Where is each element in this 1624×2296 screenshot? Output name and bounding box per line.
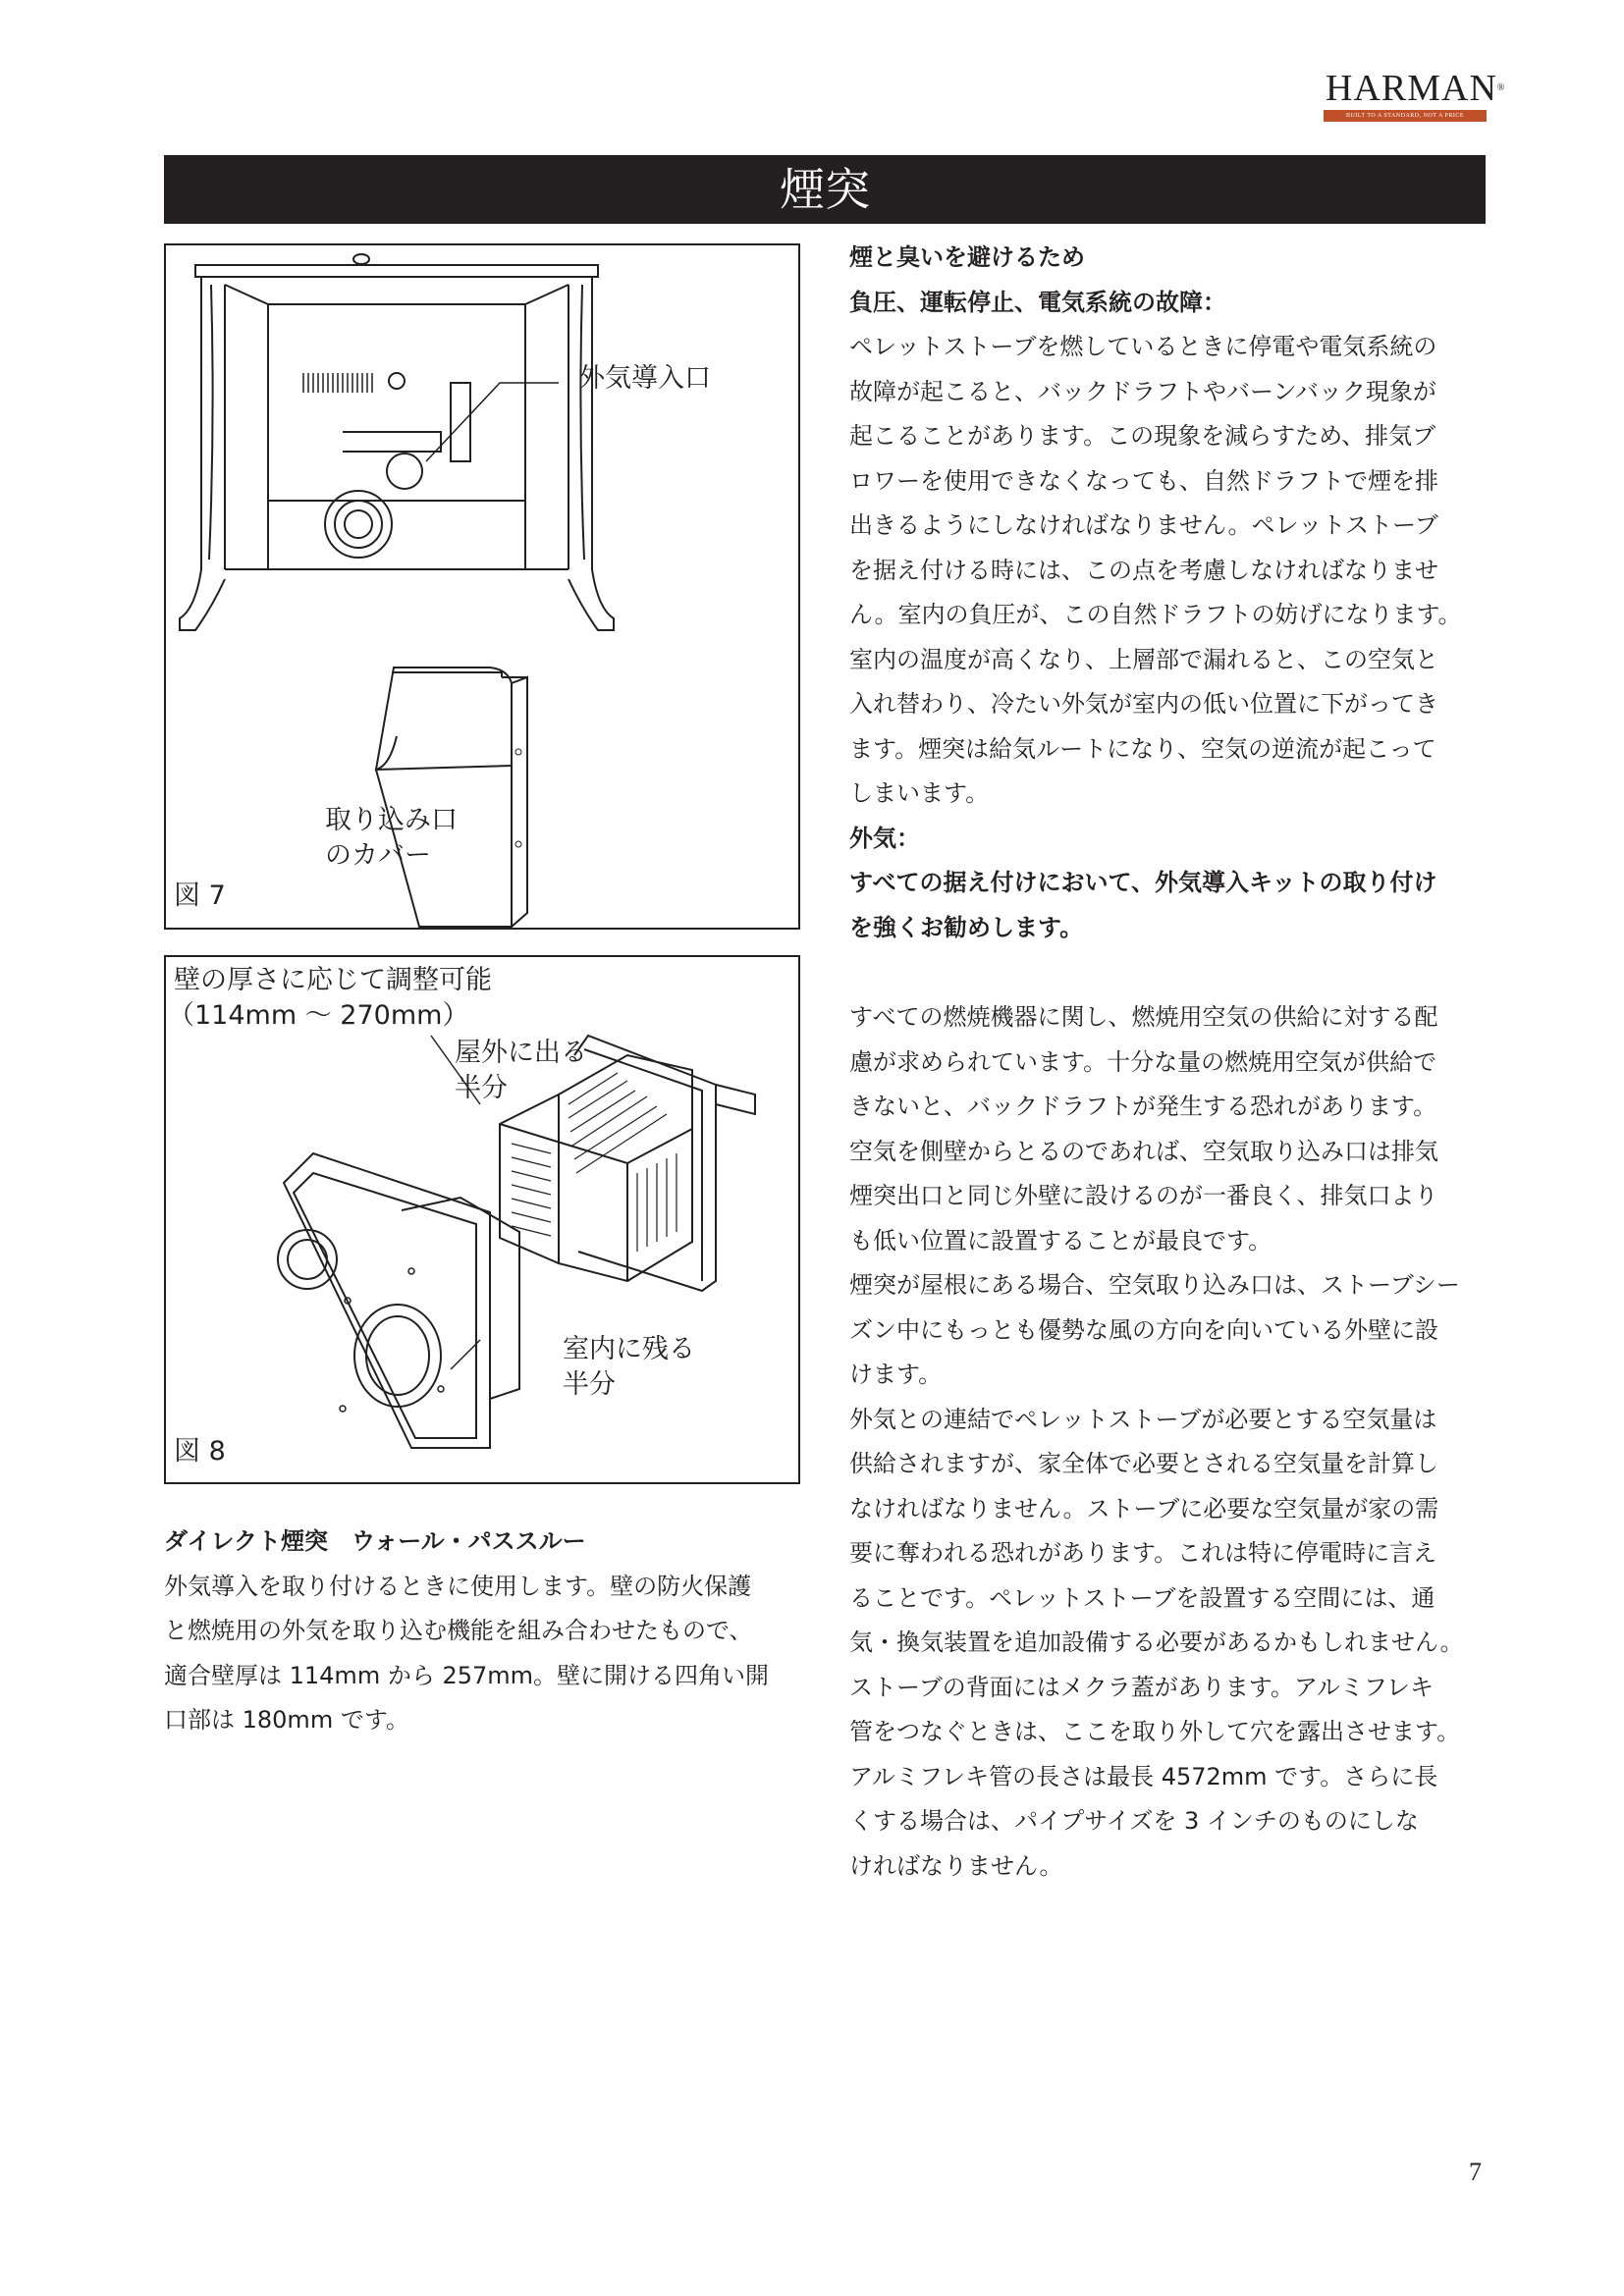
body-line: 気・換気装置を追加設備する必要があるかもしれません。 xyxy=(849,1629,1464,1656)
body-line: 煙突が屋根にある場合、空気取り込み口は、ストーブシー xyxy=(849,1271,1460,1299)
body-line: 出きるようにしなければなりません。ペレットストーブ xyxy=(849,511,1438,539)
left-column xyxy=(164,1520,802,1743)
body-line: 慮が求められています。十分な量の燃焼用空気が供給で xyxy=(849,1047,1437,1076)
body-line: 供給されますが、家全体で必要とされる空気量を計算し xyxy=(849,1450,1438,1477)
body-line: 管をつなぐときは、ここを取り外して穴を露出させます。 xyxy=(849,1718,1461,1745)
brand-name: HARMAN® xyxy=(1326,68,1506,109)
body-line: ん。室内の負圧が、この自然ドラフトの妨げになります。 xyxy=(849,601,1462,628)
body-line: しまいます。 xyxy=(849,779,990,807)
page-number: 7 xyxy=(1469,2158,1482,2186)
recommendation-line: を強くお勧めします。 xyxy=(849,913,1084,941)
body-line: 室内の温度が高くなり、上層部で漏れると、この空気と xyxy=(849,645,1438,673)
label-indoor-half-line1: 室内に残る xyxy=(563,1334,695,1364)
body-line: ることです。ペレットストーブを設置する空間には、通 xyxy=(849,1583,1435,1612)
body-line: 煙突出口と同じ外壁に設けるのが一番良く、排気口より xyxy=(849,1182,1438,1209)
body-line: ます。煙突は給気ルートになり、空気の逆流が起こって xyxy=(849,734,1436,763)
body-line: すべての燃焼機器に関し、燃焼用空気の供給に対する配 xyxy=(849,1003,1438,1031)
spacer xyxy=(849,950,1488,995)
brand-logo xyxy=(1294,68,1506,124)
body-line: 故障が起こると、バックドラフトやバーンバック現象が xyxy=(849,377,1436,405)
label-indoor-half-line2: 半分 xyxy=(563,1369,616,1400)
body-line: なければなりません。ストーブに必要な空気量が家の需 xyxy=(849,1494,1439,1522)
body-line: ロワーを使用できなくなっても、自然ドラフトで煙を排 xyxy=(849,466,1438,495)
body-line: と燃焼用の外気を取り込む機能を組み合わせたもので、 xyxy=(164,1617,753,1644)
body-line: ストーブの背面にはメクラ蓋があります。アルミフレキ xyxy=(849,1673,1434,1701)
body-line: 外気との連結でペレットストーブが必要とする空気量は xyxy=(849,1405,1437,1433)
body-line: 起こることがあります。この現象を減らすため、排気ブ xyxy=(849,422,1436,450)
body-line: 入れ替わり、冷たい外気が室内の低い位置に下がってき xyxy=(849,690,1438,718)
brand-tagline: BUILT TO A STANDARD, NOT A PRICE xyxy=(1324,110,1487,122)
body-line: けます。 xyxy=(849,1361,943,1388)
figure-7 xyxy=(164,243,800,930)
body-line: 空気を側壁からとるのであれば、空気取り込み口は排気 xyxy=(849,1137,1438,1165)
body-line: ズン中にもっとも優勢な風の方向を向いている外壁に設 xyxy=(849,1315,1438,1344)
label-outdoor-half-line1: 屋外に出る xyxy=(455,1038,587,1068)
label-thickness-range: （114mm ～ 270mm） xyxy=(168,1000,469,1031)
body-line: アルミフレキ管の長さは最長 4572mm です。さらに長 xyxy=(849,1762,1438,1790)
section-title: 煙突 xyxy=(164,155,1486,224)
body-line: くする場合は、パイプサイズを 3 インチのものにしな xyxy=(849,1807,1419,1835)
body-line: 口部は 180mm です。 xyxy=(164,1706,409,1734)
stove-back-illustration xyxy=(166,245,798,928)
body-line: ペレットストーブを燃しているときに停電や電気系統の xyxy=(849,333,1437,360)
body-line: 適合壁厚は 114mm から 257mm。壁に開ける四角い開 xyxy=(164,1661,770,1689)
outside-air-heading: 外気： xyxy=(849,824,920,852)
label-intake-cover-line1: 取り込み口 xyxy=(325,805,458,835)
figure-7-caption: 図 7 xyxy=(174,881,226,911)
label-outside-air-inlet: 外気導入口 xyxy=(578,363,711,394)
recommendation-line: すべての据え付けにおいて、外気導入キットの取り付け xyxy=(849,869,1437,896)
negative-pressure-heading: 負圧、運転停止、電気系統の故障： xyxy=(849,288,1226,316)
smoke-odor-heading: 煙と臭いを避けるため xyxy=(849,243,1085,271)
body-line: きないと、バックドラフトが発生する恐れがあります。 xyxy=(849,1093,1437,1120)
body-line: を据え付ける時には、この点を考慮しなければなりませ xyxy=(849,556,1438,584)
body-line: も低い位置に設置することが最良です。 xyxy=(849,1226,1272,1255)
label-outdoor-half-line2: 半分 xyxy=(455,1073,508,1103)
right-column xyxy=(849,236,1488,1889)
label-intake-cover-line2: のカバー xyxy=(325,840,431,871)
wall-pass-through-heading: ダイレクト煙突 ウォール・パススルー xyxy=(164,1527,586,1555)
body-line: 外気導入を取り付けるときに使用します。壁の防火保護 xyxy=(164,1572,752,1600)
label-adjustable-thickness: 壁の厚さに応じて調整可能 xyxy=(174,965,492,995)
figure-8-caption: 図 8 xyxy=(174,1436,226,1467)
body-line: 要に奪われる恐れがあります。これは特に停電時に言え xyxy=(849,1539,1437,1567)
figure-8 xyxy=(164,955,800,1484)
body-line: ければなりません。 xyxy=(849,1851,1063,1880)
